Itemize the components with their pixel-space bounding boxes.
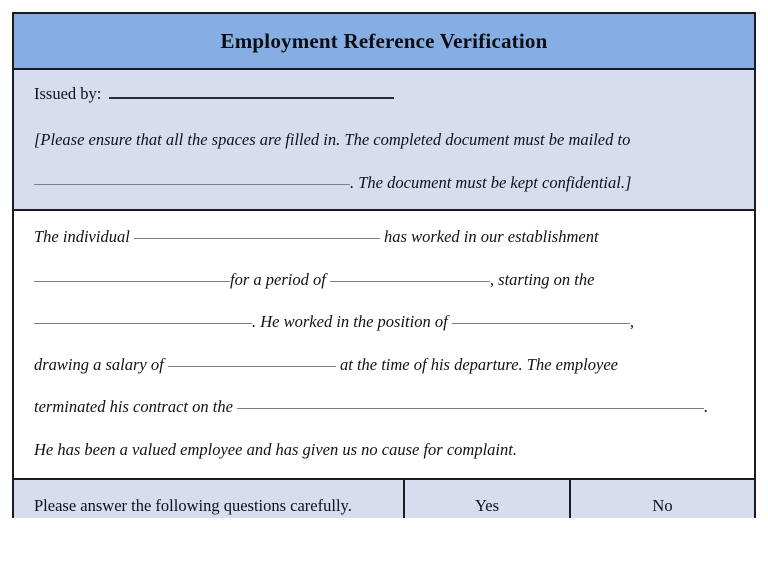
start-date-input[interactable] (34, 322, 252, 324)
form-table (12, 12, 756, 518)
statement-line-3-suffix: , (629, 312, 634, 331)
statement-line-1-suffix: has worked in our establishment (384, 227, 599, 246)
questions-no-header: No (652, 496, 673, 515)
issued-by-section (14, 70, 754, 211)
issued-by-label: Issued by: (34, 84, 102, 103)
questions-yes-header: Yes (405, 480, 571, 518)
questions-header-row (14, 480, 754, 518)
statement-line-6: He has been a valued employee and has given us no cause for complaint. (34, 439, 517, 459)
statement-line-5 (34, 399, 734, 416)
statement-line-2-suffix: , starting on the (489, 269, 595, 289)
statement-section (14, 211, 754, 480)
statement-line-3-prefix: . He worked in the position of (252, 312, 448, 331)
instruction-line-1: [Please ensure that all the spaces are filled in. The completed document must be mailed to (34, 130, 631, 149)
page-title: Employment Reference Verification (220, 28, 548, 53)
salary-input[interactable] (168, 365, 336, 367)
instruction-line-2-text: . The document must be kept confidential.] (350, 172, 632, 192)
issued-by-row (34, 84, 734, 104)
mailing-address-input[interactable] (34, 183, 350, 185)
employment-period-input[interactable] (330, 280, 490, 282)
document-title-band (14, 14, 754, 70)
issued-by-input[interactable] (109, 96, 394, 99)
statement-line-4-suffix: at the time of his departure. The employee (339, 354, 618, 374)
establishment-address-input[interactable] (34, 280, 230, 282)
statement-line-1-prefix: The individual (34, 227, 130, 246)
instruction-line-2 (34, 172, 734, 192)
statement-line-5-suffix: . (704, 397, 709, 416)
statement-line-2-prefix: for a period of (230, 269, 326, 289)
statement-line-3 (34, 314, 734, 331)
statement-line-2 (34, 269, 734, 289)
individual-name-input[interactable] (134, 237, 380, 239)
termination-date-input[interactable] (237, 407, 704, 409)
statement-line-5-prefix: terminated his contract on the (34, 397, 233, 416)
statement-line-4-prefix: drawing a salary of (34, 354, 164, 374)
position-input[interactable] (452, 322, 630, 324)
questions-prompt-cell: Please answer the following questions carefully. (14, 480, 405, 518)
statement-line-1 (34, 229, 734, 246)
statement-line-4 (34, 354, 734, 374)
